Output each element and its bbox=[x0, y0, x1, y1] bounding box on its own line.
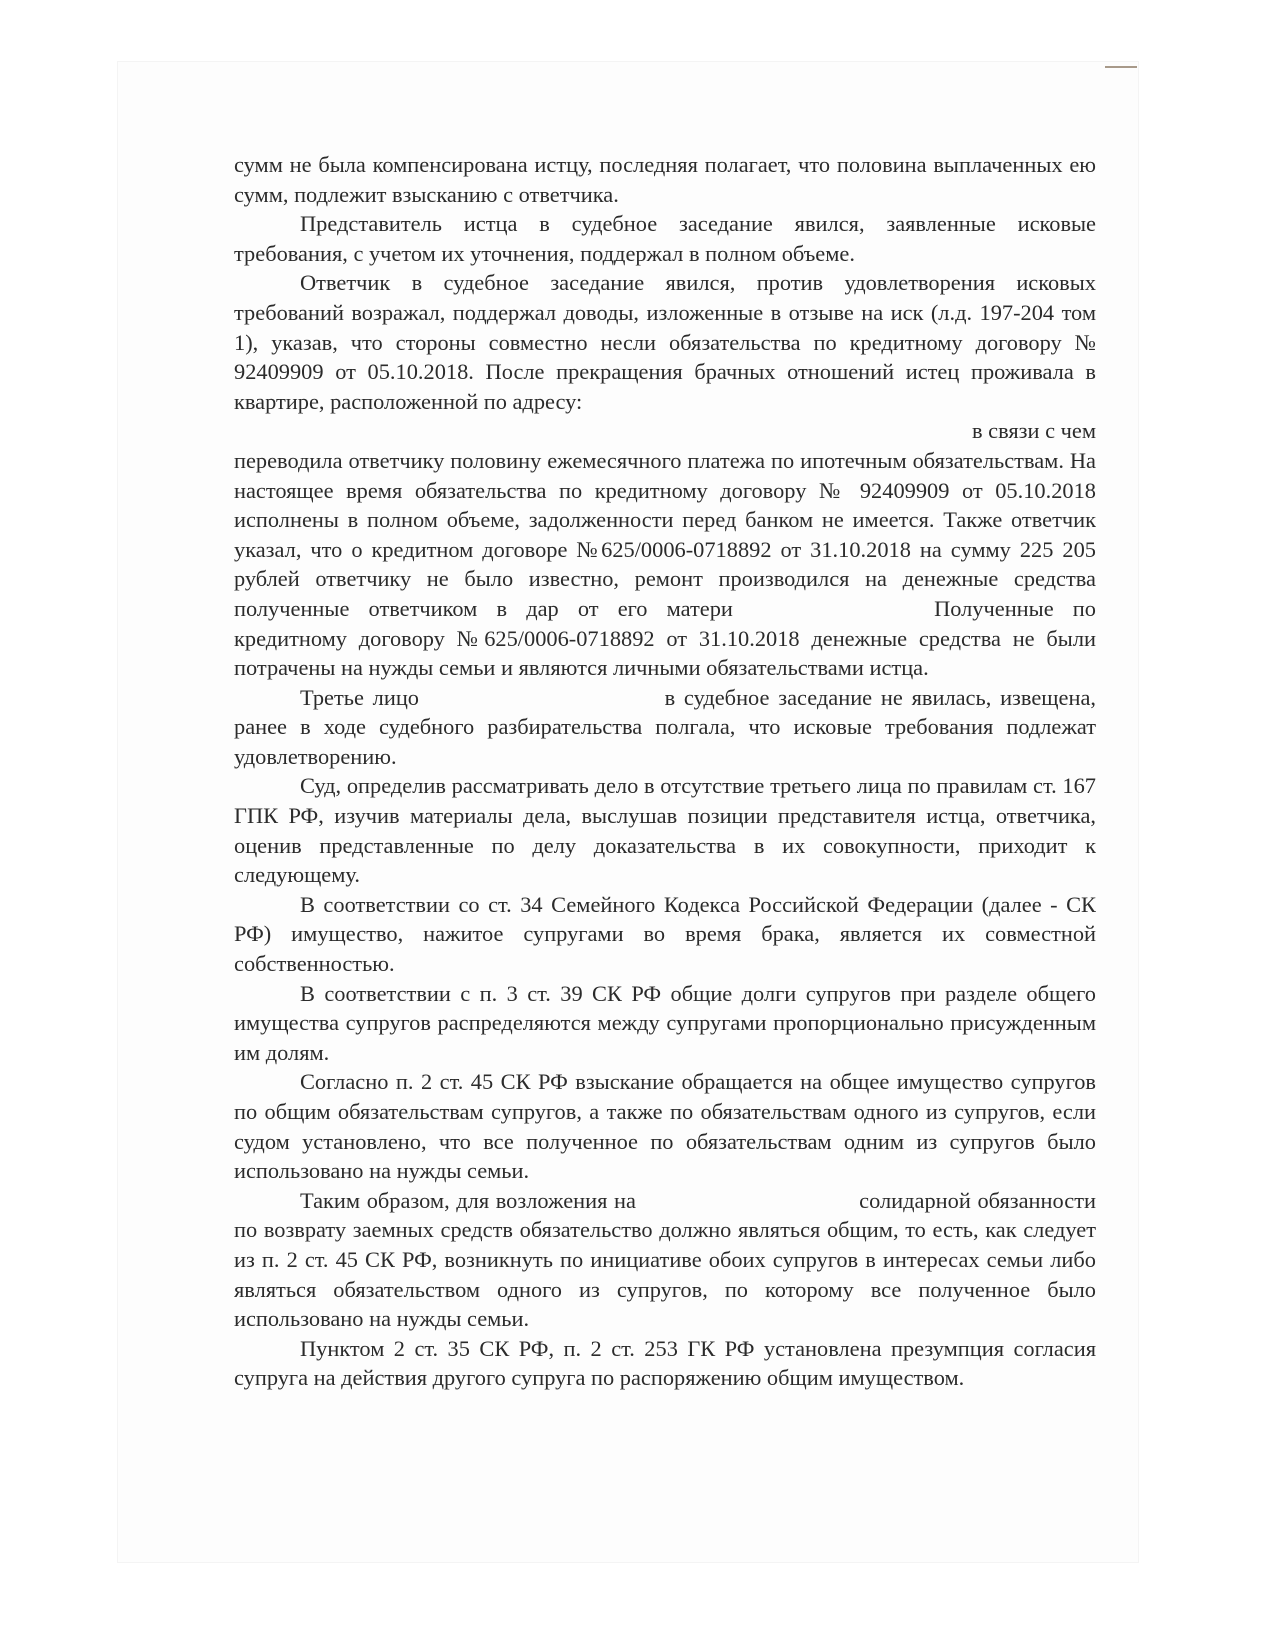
paragraph-presumption-of-consent: Пунктом 2 ст. 35 СК РФ, п. 2 ст. 253 ГК РФ установлена презумпция согласия супруга на действия другого супруга по распоряжению общим имуществом. bbox=[234, 1335, 1096, 1391]
paragraph-third-party: Третье лицо в судебное заседание не явилась, извещена, ранее в ходе судебного разбирательства полгала, что исковые требования подлежат удовлетворению. bbox=[234, 684, 1096, 769]
paragraph-defendant-position-continued: переводила ответчику половину ежемесячного платежа по ипотечным обязательствам. На настоящее время обязательства по кредитному договору № 92409909 от 05.10.2018 исполнены в полном объеме, задолженности перед банком не имеется. Также ответчик указал, что о кредитном договоре №625/0006-0718892 от 31.10.2018 на сумму 225 205 рублей ответчику не было известно, ремонт производился на денежные средства полученные ответчиком в дар от его матери Полученные по кредитному договору №625/0006-0718892 от 31.10.2018 денежные средства не были потрачены на нужды семьи и являются личными обязательствами истца. bbox=[234, 447, 1096, 681]
document-body bbox=[234, 150, 1096, 1393]
paragraph-article-34: В соответствии со ст. 34 Семейного Кодекса Российской Федерации (далее - СК РФ) имущество, нажитое супругами во время брака, является их совместной собственностью. bbox=[234, 891, 1096, 977]
redacted-name bbox=[733, 615, 915, 616]
redacted-name bbox=[643, 1207, 853, 1208]
paragraph-plaintiff-representative: Представитель истца в судебное заседание явился, заявленные исковые требования, с учетом их уточнения, поддержал в полном объеме. bbox=[234, 211, 1096, 266]
page-corner-mark bbox=[1105, 66, 1137, 68]
paragraph-claim-continuation: сумм не была компенсирована истцу, последняя полагает, что половина выплаченных ею сумм, подлежит взысканию с ответчика. bbox=[234, 152, 1096, 207]
paragraph-article-39: В соответствии с п. 3 ст. 39 СК РФ общие долги супругов при разделе общего имущества супругов распределяются между супругами пропорционально присужденным им долям. bbox=[234, 980, 1096, 1065]
paragraph-article-45: Согласно п. 2 ст. 45 СК РФ взыскание обращается на общее имущество супругов по общим обязательствам супругов, а также по обязательствам одного из супругов, если судом установлено, что все полученное по обязательствам одним из супругов было использовано на нужды семьи. bbox=[234, 1069, 1096, 1184]
paragraph-solidary-obligation: Таким образом, для возложения на солидарной обязанности по возврату заемных средств обязательство должно являться общим, то есть, как следует из п. 2 ст. 45 СК РФ, возникнуть по инициативе обоих супругов в интересах семьи либо являться обязательством одного из супругов, по которому все полученное было использовано на нужды семьи. bbox=[234, 1187, 1096, 1332]
redacted-name bbox=[428, 704, 656, 705]
paragraph-court-finding: Суд, определив рассматривать дело в отсутствие третьего лица по правилам ст. 167 ГПК РФ, изучив материалы дела, выслушав позиции представителя истца, ответчика, оценив представленные по делу доказательства в их совокупности, приходит к следующему. bbox=[234, 773, 1096, 888]
paragraph-defendant-position: Ответчик в судебное заседание явился, против удовлетворения исковых требований возражал, поддержал доводы, изложенные в отзыве на иск (л.д. 197-204 том 1), указав, что стороны совместно несли обязательства по кредитному договору № 92409909 от 05.10.2018. После прекращения брачных отношений истец проживала в квартире, расположенной по адресу: в связи с чем bbox=[234, 268, 1096, 446]
redacted-address-line: в связи с чем bbox=[971, 418, 1096, 444]
